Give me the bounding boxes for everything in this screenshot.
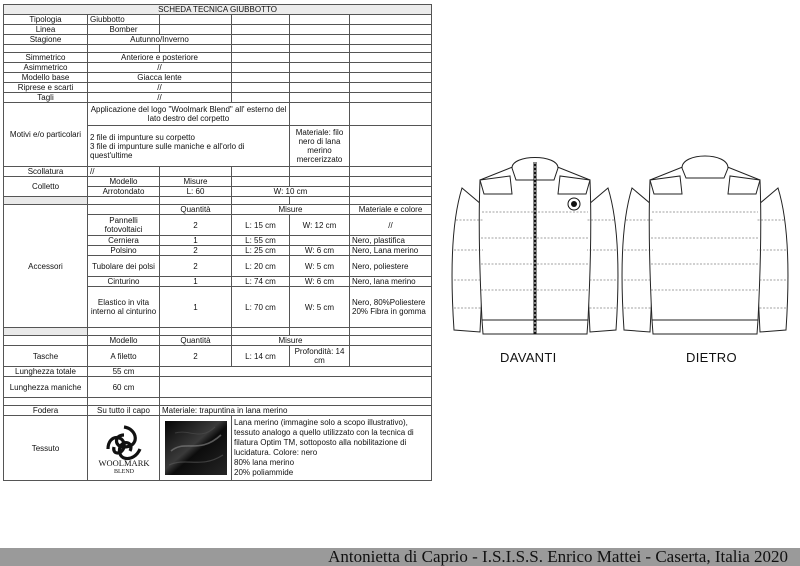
- acc-qty: 1: [160, 287, 232, 328]
- acc-qty: 1: [160, 277, 232, 287]
- label-modello-base: Modello base: [4, 73, 88, 83]
- label-linea: Linea: [4, 25, 88, 35]
- acc-mat: Nero, 80%Poliestere 20% Fibra in gomma: [350, 287, 432, 328]
- value-tagli: //: [88, 93, 232, 103]
- woolmark-logo-cell: [88, 416, 160, 481]
- woolmark-logo-icon: [94, 421, 154, 475]
- acc-qty: 2: [160, 256, 232, 277]
- tasche-col-quantita: Quantità: [160, 336, 232, 346]
- accessori-col-misure: Misure: [232, 205, 350, 215]
- back-label: DIETRO: [686, 350, 737, 365]
- fodera-materiale: Materiale: trapuntina in lana merino: [160, 406, 432, 416]
- tasche-qty: 2: [160, 346, 232, 367]
- woolmark-logo-text: WOOLMARK: [98, 458, 149, 468]
- label-motivi: Motivi e/o particolari: [4, 103, 88, 167]
- label-colletto: Colletto: [4, 177, 88, 197]
- value-scollatura: //: [88, 167, 160, 177]
- value-lunghezza-totale: 55 cm: [88, 367, 160, 377]
- jacket-front-drawing: [450, 150, 620, 345]
- accessori-col-materiale: Materiale e colore: [350, 205, 432, 215]
- front-label: DAVANTI: [500, 350, 557, 365]
- acc-qty: 1: [160, 236, 232, 246]
- value-linea: Bomber: [88, 25, 160, 35]
- acc-w: W: 12 cm: [290, 215, 350, 236]
- label-fodera: Fodera: [4, 406, 88, 416]
- acc-w: [290, 236, 350, 246]
- acc-l: L: 20 cm: [232, 256, 290, 277]
- tasche-modello: A filetto: [88, 346, 160, 367]
- acc-mat: Nero, plastifica: [350, 236, 432, 246]
- value-simmetrico: Anteriore e posteriore: [88, 53, 232, 63]
- colletto-modello: Arrotondato: [88, 187, 160, 197]
- acc-name: Cerniera: [88, 236, 160, 246]
- acc-name: Polsino: [88, 246, 160, 256]
- motivi-logo-text: Applicazione del logo "Woolmark Blend" all' esterno del lato destro del corpetto: [88, 103, 290, 126]
- acc-mat: Nero, poliestere: [350, 256, 432, 277]
- tessuto-desc-2: 80% lana merino: [234, 458, 295, 467]
- acc-w: W: 6 cm: [290, 277, 350, 287]
- value-lunghezza-maniche: 60 cm: [88, 377, 160, 398]
- tessuto-description: [232, 416, 432, 481]
- value-tipologia: Giubbotto: [88, 15, 160, 25]
- acc-name: Pannelli fotovoltaici: [88, 215, 160, 236]
- acc-mat: Nero, Lana merino: [350, 246, 432, 256]
- label-lunghezza-maniche: Lunghezza maniche: [4, 377, 88, 398]
- acc-w: W: 5 cm: [290, 287, 350, 328]
- acc-l: L: 74 cm: [232, 277, 290, 287]
- acc-name: Elastico in vita interno al cinturino: [88, 287, 160, 328]
- value-stagione: Autunno/Inverno: [88, 35, 232, 45]
- motivi-impunture: [88, 126, 290, 167]
- tasche-profondita: Profondità: 14 cm: [290, 346, 350, 367]
- tech-sheet-table: [3, 4, 432, 481]
- sheet-title: SCHEDA TECNICA GIUBBOTTO: [4, 5, 432, 15]
- footer-bar: [0, 548, 800, 566]
- accessori-col-quantita: Quantità: [160, 205, 232, 215]
- tasche-l: L: 14 cm: [232, 346, 290, 367]
- tessuto-desc-1: Lana merino (immagine solo a scopo illustrativo), tessuto analogo a quello utilizzato con la tecnica di filatura Optim TM, sottoposto alla nobilitazione di lucidatura. Colore: nero: [234, 418, 414, 457]
- colletto-w: W: 10 cm: [232, 187, 350, 197]
- acc-qty: 2: [160, 246, 232, 256]
- acc-qty: 2: [160, 215, 232, 236]
- acc-w: W: 5 cm: [290, 256, 350, 277]
- value-modello-base: Giacca lente: [88, 73, 232, 83]
- acc-l: L: 55 cm: [232, 236, 290, 246]
- label-riprese: Riprese e scarti: [4, 83, 88, 93]
- fabric-swatch-image: [165, 421, 227, 475]
- label-tagli: Tagli: [4, 93, 88, 103]
- fabric-swatch-cell: [160, 416, 232, 481]
- tasche-col-misure: Misure: [232, 336, 350, 346]
- label-simmetrico: Simmetrico: [4, 53, 88, 63]
- label-lunghezza-totale: Lunghezza totale: [4, 367, 88, 377]
- label-scollatura: Scollatura: [4, 167, 88, 177]
- acc-name: Tubolare dei polsi: [88, 256, 160, 277]
- value-riprese: //: [88, 83, 232, 93]
- value-fodera: Su tutto il capo: [88, 406, 160, 416]
- colletto-col-misure: Misure: [160, 177, 232, 187]
- label-stagione: Stagione: [4, 35, 88, 45]
- tasche-col-modello: Modello: [88, 336, 160, 346]
- footer-credit: Antonietta di Caprio - I.S.I.S.S. Enrico Mattei - Caserta, Italia 2020: [328, 547, 788, 566]
- acc-l: L: 25 cm: [232, 246, 290, 256]
- label-tasche: Tasche: [4, 346, 88, 367]
- label-tipologia: Tipologia: [4, 15, 88, 25]
- label-accessori: Accessori: [4, 205, 88, 328]
- jacket-back-drawing: [620, 150, 790, 345]
- motivi-materiale: Materiale: filo nero di lana merino mercerizzato: [290, 126, 350, 167]
- acc-mat: Nero, lana merino: [350, 277, 432, 287]
- acc-l: L: 15 cm: [232, 215, 290, 236]
- acc-l: L: 70 cm: [232, 287, 290, 328]
- motivi-impunture-1: 2 file di impunture su corpetto: [90, 132, 195, 142]
- label-asimmetrico: Asimmetrico: [4, 63, 88, 73]
- value-asimmetrico: //: [88, 63, 232, 73]
- woolmark-logo-sub: BLEND: [113, 469, 134, 475]
- acc-w: W: 6 cm: [290, 246, 350, 256]
- tessuto-desc-3: 20% poliammide: [234, 468, 294, 477]
- colletto-col-modello: Modello: [88, 177, 160, 187]
- acc-name: Cinturino: [88, 277, 160, 287]
- motivi-impunture-2: 3 file di impunture sulle maniche e all'orlo di quest'ultime: [90, 141, 245, 160]
- label-tessuto: Tessuto: [4, 416, 88, 481]
- acc-mat: //: [350, 215, 432, 236]
- colletto-l: L: 60: [160, 187, 232, 197]
